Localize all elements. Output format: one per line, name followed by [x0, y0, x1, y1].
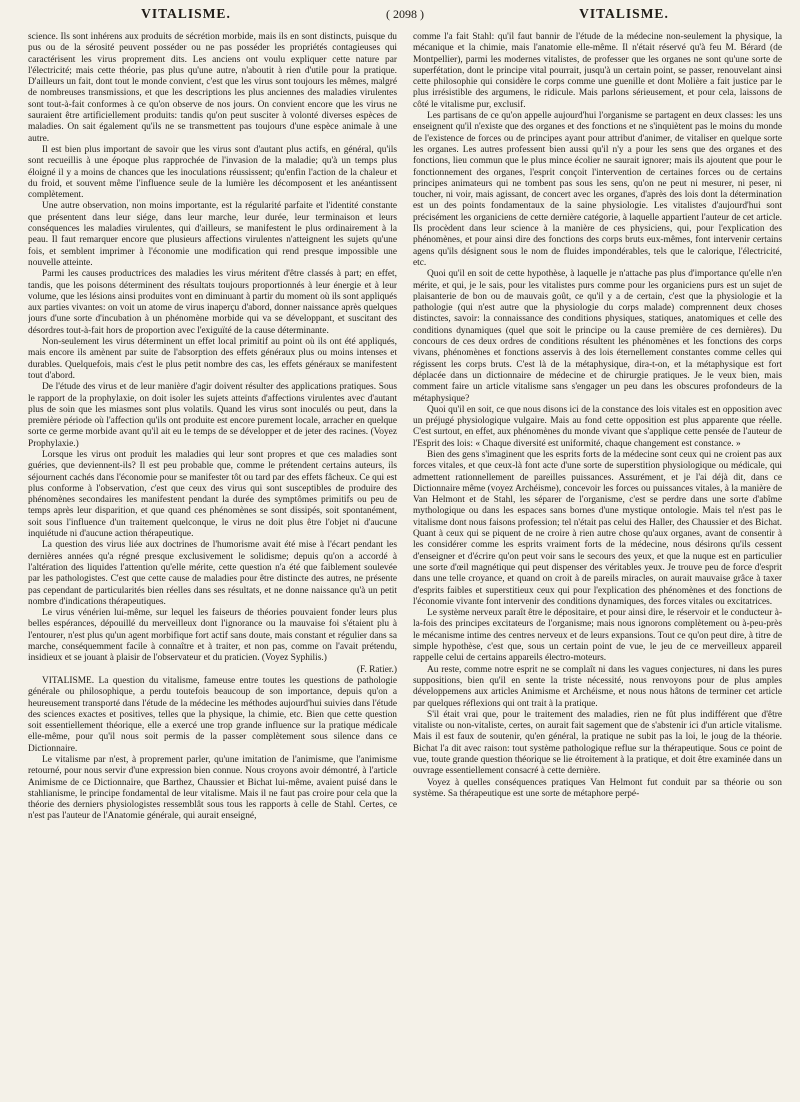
paragraph: Le virus vénérien lui-même, sur lequel les faiseurs de théories pouvaient fonder leurs plus belles espérances, dépouillé du merveilleux dont l'ignorance ou la mauvaise foi s'étaient plu à l'entourer, n'est plus qu'un agent morbifique fort actif sans doute, mais constant et régulier dans sa marche, conséquemment facile à connaître et à traiter, et non pas, comme on l'avait prétendu, insidieux et se jouant à plaisir de l'observateur et du praticien. (Voyez Syphilis.) — [28, 608, 397, 664]
paragraph: science. Ils sont inhérens aux produits de sécrétion morbide, mais ils en sont distincts, puisque du pus ou de la sérosité peuvent posséder ou ne pas posséder les propriétés contagieuses qui caractérisent les virus proprement dits. Les anciens ont voulu expliquer cette nature par l'électricité; mais cette théorie, pas plus qu'une autre, n'aboutit à rien d'utile pour la pratique. D'ailleurs un fait, dont tout le monde convient, c'est que les virus sont toujours les mêmes, malgré de nombreuses transmissions, et que les descriptions les plus anciennes des maladies virulentes sont tout-à-fait conformes à ce qu'on observe de nos jours. On convient encore que les virus ne sauraient être artificiellement produits: tandis qu'on peut susciter à volonté diverses espèces de maladies. On sait également qu'ils ne se transmettent pas toujours d'une espèce animale à une autre. — [28, 32, 397, 144]
paragraph: De l'étude des virus et de leur manière d'agir doivent résulter des applications pratiques. Sous le rapport de la prophylaxie, on doit isoler les sujets atteints d'affections virulentes avec d'autant plus de soin que les miasmes sont plus volatils. Quand les virus sont inoculés ou peut, dans la première période où l'affection qu'ils ont produite est encore purement locale, arracher en quelque sorte ce germe morbide avant qu'il ait eu le temps de se développer et de jeter des racines. (Voyez Prophylaxie.) — [28, 382, 397, 449]
paragraph: Voyez à quelles conséquences pratiques Van Helmont fut conduit par sa théorie ou son système. Sa thérapeutique est une sorte de métaphore perpé- — [413, 777, 782, 799]
paragraph: Au reste, comme notre esprit ne se complaît ni dans les vagues conjectures, ni dans les pures suppositions, bien qu'il en sente la triste nécessité, nous renvoyons pour de plus amples développemens aux articles Animisme et Archéisme, et nous nous hâtons de terminer cet article par quelques réflexions qui ont trait à la pratique. — [413, 664, 782, 709]
paragraph: Les partisans de ce qu'on appelle aujourd'hui l'organisme se partagent en deux classes: les uns enseignent qu'il n'existe que des organes et des fonctions et ne s'inquiètent pas le moins du monde de l'existence de forces ou de principes ayant pour attribut d'animer, de vitaliser en quelque sorte les organes. Les autres professent bien aussi qu'il n'y a pour les sens que des organes et des fonctions, lieu commun que le plus mince écolier ne saurait ignorer; mais ils ajoutent que pour le fonctionnement des organes, l'esprit conçoit l'intervention de certaines forces ou de certains principes animateurs qui ne tombent pas sous les sens, qu'on ne peut ni mesurer, ni peser, ni toucher, ni voir, mais agissant, de concert avec les organes, d'après des lois dont la détermination est un des points fondamentaux de la saine physiologie. Les vitalistes d'aujourd'hui sont précisément les organiciens de cette dernière catégorie, à laquelle appartient l'auteur de cet article. Ils procèdent dans leur science à la manière de ces physiciens, qui, pour l'explication des phénomènes, et pour ainsi dire des fonctions des corps bruts eux-mêmes, font intervenir certains agens qu'ils désignent sous le nom de fluides impondérables, tels que le calorique, l'électricité, etc. — [413, 111, 782, 268]
paragraph: Quoi qu'il en soit de cette hypothèse, à laquelle je n'attache pas plus d'importance qu'elle n'en mérite, et qui, je le sais, pour les vitalistes purs comme pour les organiciens purs est un sujet de plaisanterie de bon ou de mauvais goût, ce qu'il y a de certain, c'est que la physiologie et la pathologie (qui n'est autre que la physiologie du corps malade) comprennent deux choses distinctes, savoir: la connaissance des conditions physiques, statiques, anatomiques et celle des conditions dynamiques (quel que soit le principe ou la cause première de ces dernières). Du concours de ces deux ordres de conditions résultent les phénomènes et les fonctions des corps vivans, phénomènes et fonctions asservis à des lois éternellement constantes comme celles qui régissent les corps bruts. C'est là de la métaphysique, dira-t-on, et la métaphysique est fort déplacée dans un dictionnaire de médecine et de chirurgie pratiques. Je le veux bien, mais comment faire un article vitalisme sans s'engager un peu dans les obscures profondeurs de la métaphysique? — [413, 269, 782, 404]
paragraph: Lorsque les virus ont produit les maladies qui leur sont propres et que ces maladies sont guéries, que deviennent-ils? Il est peu probable que, comme le prétendent certains auteurs, ils séjournent cachés dans l'économie pour se manifester tôt ou tard par des effets fâcheux. Ce qui est plus conforme à l'observation, c'est que ceux des virus qui sont susceptibles de produire des phénomènes secondaires les manifestent pendant la durée des symptômes primitifs ou peu de temps après leur disparition, et que quand ces phénomènes se sont dissipés, soit spontanément, soit sous l'influence d'un traitement quelconque, le virus ne doit plus être l'objet ni d'aucune inquiétude ni d'aucune action thérapeutique. — [28, 449, 397, 540]
paragraph: Bien des gens s'imaginent que les esprits forts de la médecine sont ceux qui ne croient pas aux forces vitales, et que ceux-là font acte d'une sorte de superstition physiologique ou médicale, qui admettent rationnellement de pareilles puissances. Assurément, et je l'ai déjà dit, dans ce Dictionnaire même (voyez Archéisme), concevoir les forces ou puissances vitales, à la manière de Van Helmont et de Stahl, les séparer de l'organisme, c'est se perdre dans une sorte d'abîme mythologique ou dans les espaces sans bornes d'une mystique ontologie. Mais tel n'est pas le vitalisme dont nous faisons profession; tel n'était pas celui des Haller, des Chaussier et des Bichat. Quant à ceux qui se piquent de ne croire à rien autre chose qu'aux organes, avant de consentir à les considérer comme les esprits vraiment forts de la médecine, nous désirons qu'ils cessent d'enseigner et d'écrire qu'on peut voir sans le secours des yeux, et que la nuque est en particulier une sorte d'œil magnétique qui peut dispenser des véritables yeux. Je trouve peu de force d'esprit dans une telle croyance, et quand on croit à de pareils miracles, on aurait mauvaise grâce à taxer d'esprits faibles et superstitieux ceux qui pour l'explication des phénomènes et des fonctions de l'économie vivante font intervenir des conditions dynamiques, des forces vitales ou excitatrices. — [413, 449, 782, 607]
author-signature: (F. Ratier.) — [356, 664, 397, 675]
running-title-right: VITALISME. — [579, 6, 669, 21]
paragraph: S'il était vrai que, pour le traitement des maladies, rien ne fût plus indifférent que d'être vitaliste ou non-vitaliste, certes, on aurait fait sagement que de s'abstenir ici d'un article vitalisme. Mais il est faux de soutenir, qu'en général, la pratique ne subit pas la loi, le joug de la théorie. Bichat l'a dit avec raison: tout système pathologique reflue sur la thérapeutique. Sous ce point de vue, toute grande question théorique se lie étroitement à la pratique, et doit être examinée dans un ouvrage essentiellement consacré à cette dernière. — [413, 709, 782, 777]
paragraph: Quoi qu'il en soit, ce que nous disons ici de la constance des lois vitales est en opposition avec un préjugé physiologique vulgaire. Mais au fond cette opposition est plus apparente que réelle. C'est surtout, en effet, aux phénomènes du monde vivant que s'applique cette pensée de l'auteur de l'Esprit des lois: « Chaque diversité est uniformité, chaque changement est constance. » — [413, 404, 782, 449]
paragraph: Il est bien plus important de savoir que les virus sont d'autant plus actifs, en général, qu'ils sont recueillis à une époque plus rapprochée de l'invasion de la maladie; qu'à un temps plus éloigné il y a moins de chances que les inoculations réussissent; qu'enfin l'action de la chaleur et du froid, et souvent même l'influence seule de la lumière les décomposent et les anéantissent complètement. — [28, 144, 397, 201]
paragraph: comme l'a fait Stahl: qu'il faut bannir de l'étude de la médecine non-seulement la physique, la mécanique et la chimie, mais l'anatomie elle-même. Il n'était réservé qu'à feu M. Bérard (de Montpellier), parmi les modernes vitalistes, de professer que les organes ne sont qu'une sorte de superfétation, dont le principe vital pourrait, jusqu'à un certain point, se passer, renouvelant ainsi cette philosophie qui considère le corps comme une guenille et dont Molière a fait justice par le plus irrésistible des argumens, le ridicule. Mais parlons sérieusement, et pour cela, laissons de côté le vitalisme pur, exclusif. — [413, 32, 782, 110]
right-column — [413, 32, 782, 1092]
paragraph: Non-seulement les virus déterminent un effet local primitif au point où ils ont été appliqués, mais encore ils amènent par suite de l'absorption des effets généraux plus ou moins intenses et durables. Quelquefois, mais c'est le plus petit nombre des cas, les effets généraux se manifestent tout d'abord. — [28, 337, 397, 381]
entry-heading-paragraph: VITALISME. La question du vitalisme, fameuse entre toutes les questions de pathologie générale ou philosophique, a perdu toutefois beaucoup de son importance, depuis qu'on a heureusement transporté dans l'étude de la médecine les méthodes aujourd'hui suivies dans l'étude des sciences exactes et positives, telles que la physique, la chimie, etc. Bien que cette question soit essentiellement théorique, elle a exercé une trop grande influence sur la pratique médicale elle-même, pour qu'il nous soit permis de la passer complètement sous silence dans ce Dictionnaire. — [28, 675, 397, 754]
text-columns — [28, 32, 782, 1092]
left-column — [28, 32, 397, 1092]
paragraph: Le système nerveux paraît être le dépositaire, et pour ainsi dire, le réservoir et le conducteur à-la-fois des principes excitateurs de l'organisme; mais nous ignorons complètement ou à-peu-près le mécanisme intime des centres nerveux et de leurs expansions. Tout ce qu'on peut dire, à titre de simple hypothèse, c'est que, sous un certain point de vue, le jeu de ce merveilleux appareil rappelle celui de certains appareils électro-moteurs. — [413, 608, 782, 664]
running-title-left: VITALISME. — [141, 6, 231, 21]
page-header — [28, 6, 782, 32]
paragraph: Une autre observation, non moins importante, est la régularité parfaite et l'identité constante que présentent dans leur siége, dans leur marche, leur durée, leur terminaison et leurs conséquences les maladies virulentes, qui d'ailleurs, se manifestent le plus ordinairement à la peau. Il faut remarquer encore que plusieurs affections virulentes n'atteignent les sujets qu'une fois, et semblent imprimer à l'économie une modification qui rend presque impossible une nouvelle atteinte. — [28, 201, 397, 268]
paragraph: Parmi les causes productrices des maladies les virus méritent d'être classés à part; en effet, tandis, que les poisons déterminent des résultats toujours proportionnés à leur énergie et à leur volume, que les lésions ainsi produites vont en diminuant à partir du moment où ils sont appliqués aux parties vivantes: on voit un atome de virus inaperçu d'abord, donner naissance après quelques jours d'une sorte d'incubation à un phénomène morbide qui va se développant, et suscitant des désordres tout-à-fait hors de proportion avec l'exiguïté de la cause déterminante. — [28, 269, 397, 336]
paragraph: La question des virus liée aux doctrines de l'humorisme avait été mise à l'écart pendant les dernières années qu'a régné presque exclusivement le solidisme; depuis qu'on a accordé à l'altération des liquides l'attention qu'elle mérite, cette question n'a été que faiblement soulevée par les pathologistes. C'est que cette cause de maladies pour être distincte des autres, ne présente pas cependant de particularités bien réelles dans ses résultats, et ne donne naissance qu'à un petit nombre d'indications thérapeutiques. — [28, 540, 397, 607]
page-number: ( 2098 ) — [386, 7, 424, 21]
paragraph: Le vitalisme par n'est, à proprement parler, qu'une imitation de l'animisme, que l'animisme retourné, pour nous servir d'une expression bien connue. Nous croyons avoir démontré, à l'article Animisme de ce Dictionnaire, que Barthez, Chaussier et Bichat lui-même, avaient puisé dans le stahlianisme, le principe fondamental de leur vitalisme. Mais il ne faut pas croire pour cela que la théorie des derniers physiologistes ressemblât sous tous les rapports à celle de Stahl. Certes, ce n'est pas l'auteur de l'Anatomie générale, qui aurait enseigné, — [28, 755, 397, 822]
